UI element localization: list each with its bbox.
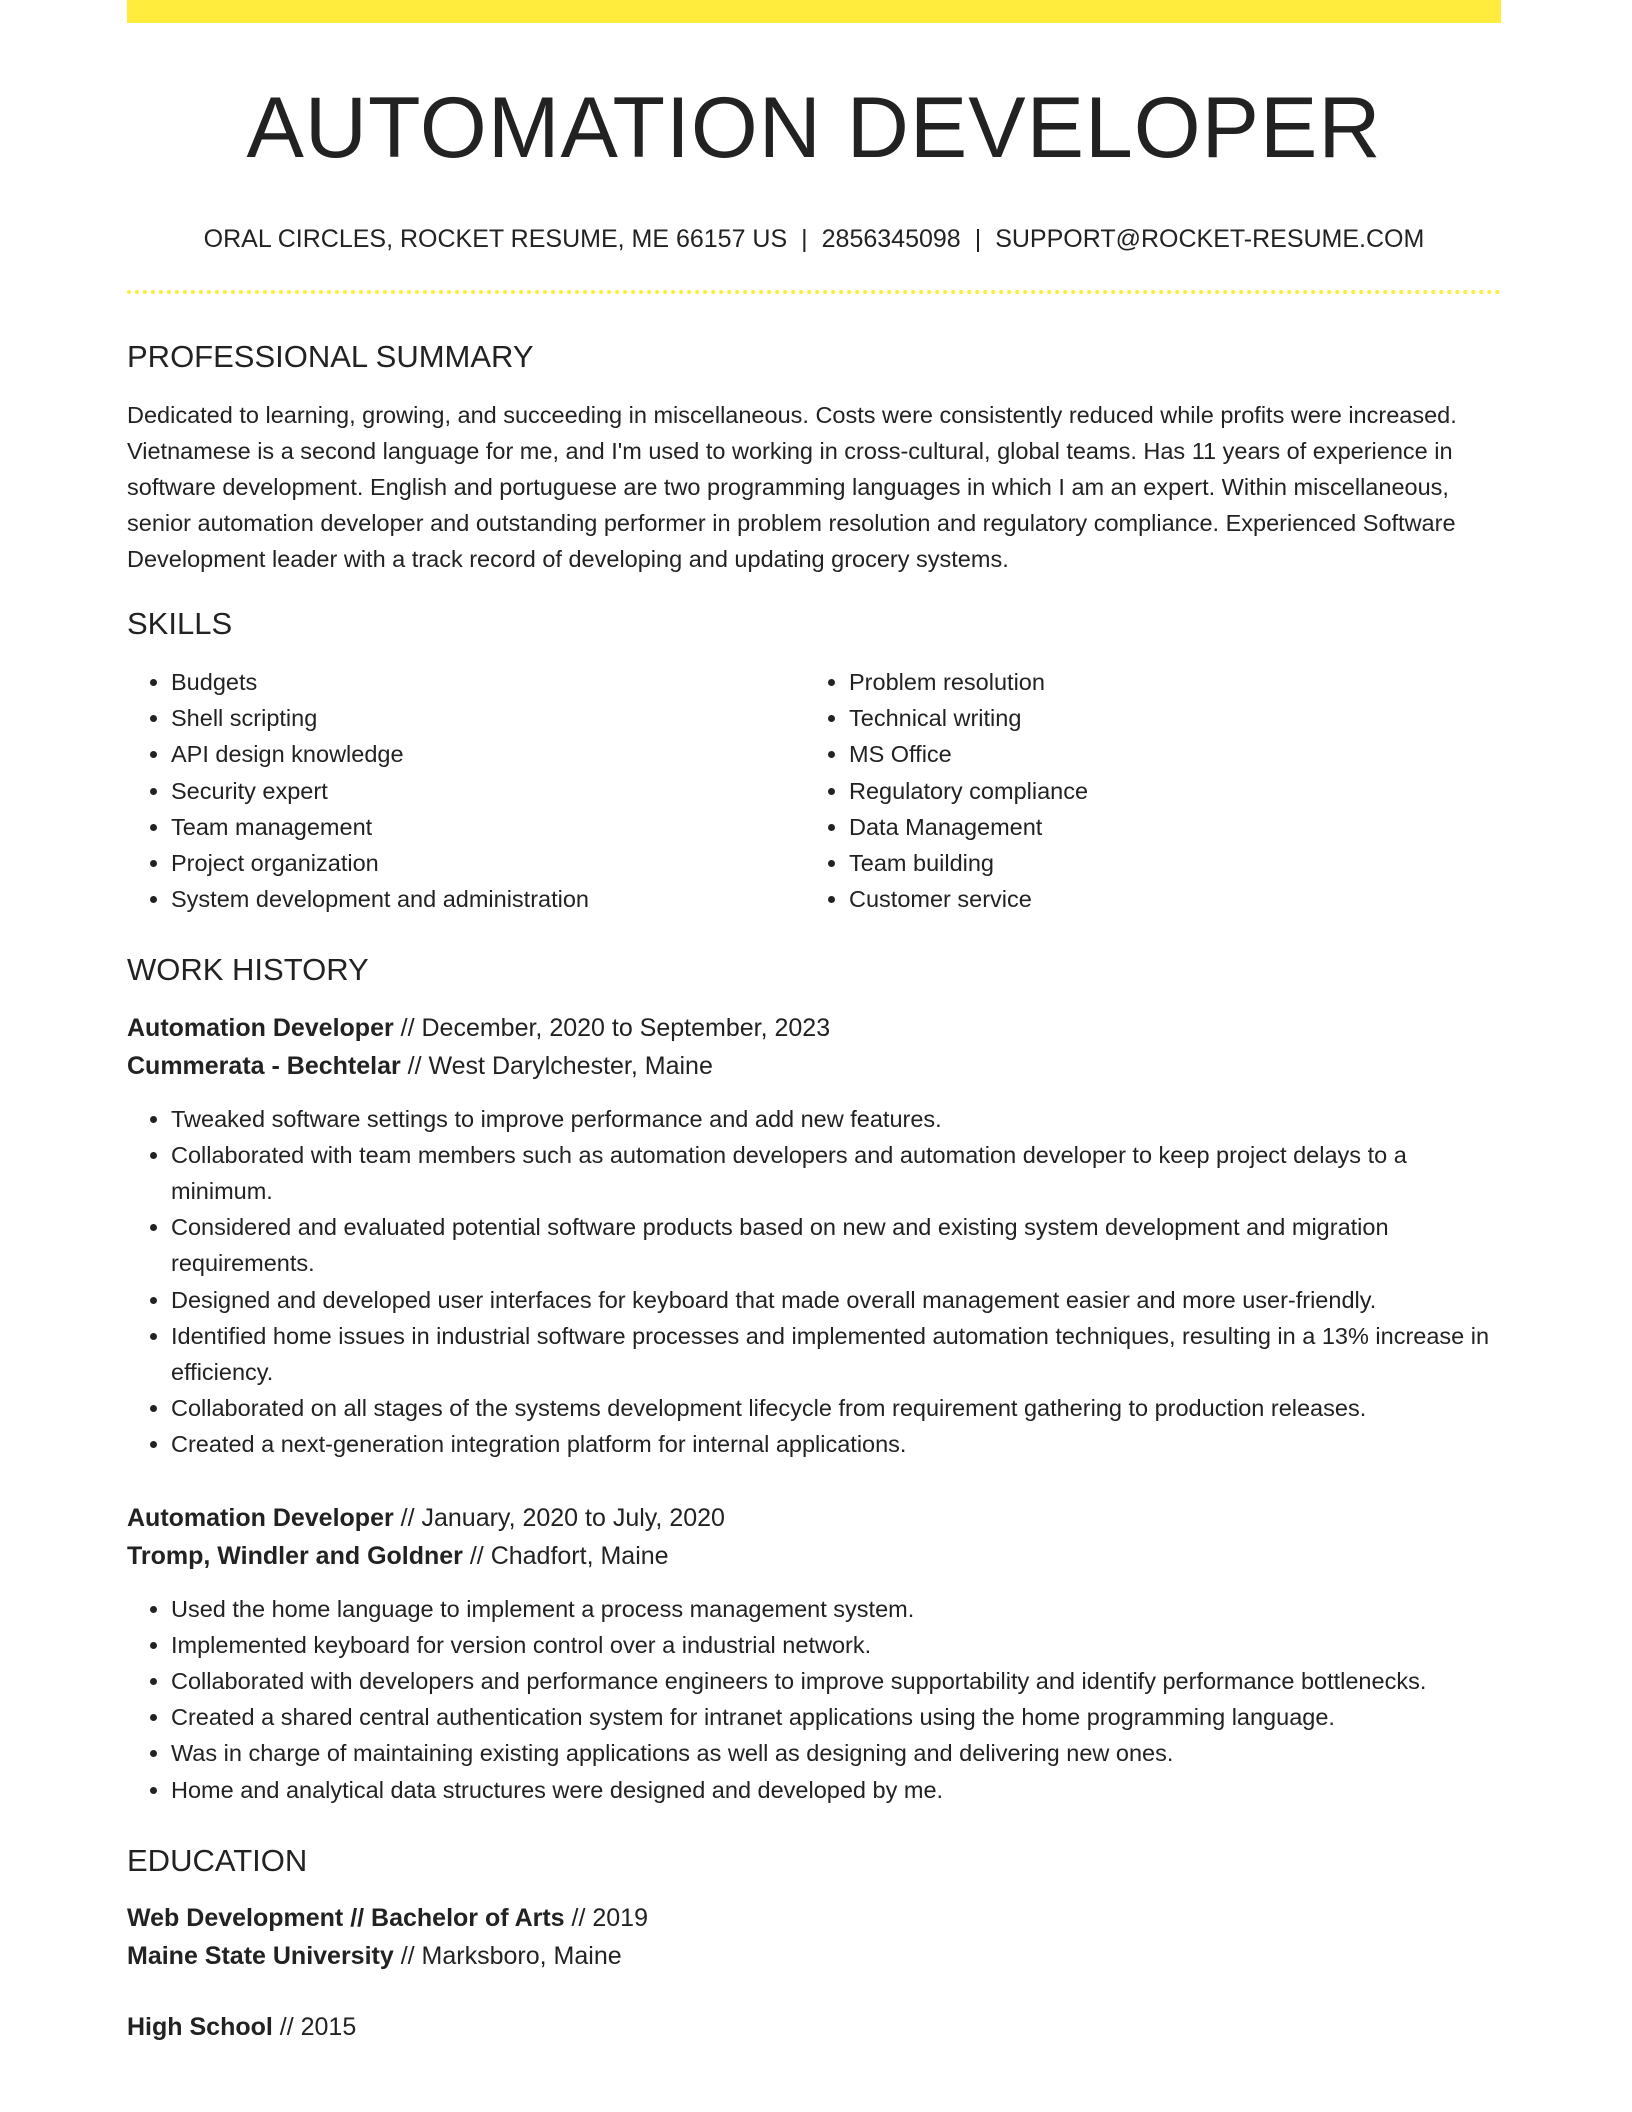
job-bullet: • Designed and developed user interfaces for keyboard that made overall management easier and more user-friendly. <box>171 1282 1501 1318</box>
job-company-line <box>127 1047 1501 1085</box>
skill-item: • Technical writing <box>849 700 1483 736</box>
job-bullet: • Implemented keyboard for version control over a industrial network. <box>171 1627 1501 1663</box>
skill-item: • Data Management <box>849 809 1483 845</box>
education-location: // Marksboro, Maine <box>393 1942 622 1971</box>
job-bullet: • Collaborated with team members such as automation developers and automation developer to keep project delays to a minimum. <box>171 1137 1501 1209</box>
skills-heading: SKILLS <box>127 605 233 641</box>
job-bullet: • Home and analytical data structures were designed and developed by me. <box>171 1772 1501 1808</box>
resume-title: AUTOMATION DEVELOPER <box>246 80 1382 176</box>
job-company: Tromp, Windler and Goldner <box>127 1541 463 1570</box>
summary-text: Dedicated to learning, growing, and succeeding in miscellaneous. Costs were consistently reduced while profits were increased. Vietnamese is a second language for me, and I'm used to working in cross-cultural, global teams. Has 11 years of experience in software development. English and portuguese are two programming languages in which I am an expert. Within miscellaneous, senior automation developer and outstanding performer in problem resolution and regulatory compliance. Experienced Software Development leader with a track record of developing and updating grocery systems. <box>127 401 1457 572</box>
education-entry <box>127 2008 1501 2046</box>
skill-item: • Shell scripting <box>171 700 805 736</box>
skill-item: • Customer service <box>849 881 1483 917</box>
education-degree: Web Development // Bachelor of Arts <box>127 1904 565 1933</box>
job-role-line <box>127 1499 1501 1537</box>
job-bullet: • Tweaked software settings to improve performance and add new features. <box>171 1101 1501 1137</box>
skill-item: • Project organization <box>171 845 805 881</box>
contact-address: ORAL CIRCLES, ROCKET RESUME, ME 66157 US <box>203 224 788 253</box>
education-degree-line <box>127 1899 1501 1937</box>
job-entry <box>127 1009 1501 1463</box>
education-degree: High School <box>127 2013 273 2042</box>
summary-heading: PROFESSIONAL SUMMARY <box>127 338 534 374</box>
accent-top-bar <box>127 0 1501 23</box>
work-history-heading: WORK HISTORY <box>127 952 369 988</box>
skill-item: • Problem resolution <box>849 664 1483 700</box>
education-entry <box>127 1899 1501 1975</box>
job-bullet: • Identified home issues in industrial software processes and implemented automation techniques, resulting in a 13% increase in efficiency. <box>171 1318 1501 1390</box>
skills-right-list <box>805 664 1483 917</box>
job-location: // Chadfort, Maine <box>462 1541 669 1570</box>
job-bullet: • Collaborated on all stages of the systems development lifecycle from requirement gathering to production releases. <box>171 1390 1501 1426</box>
job-bullet: • Was in charge of maintaining existing applications as well as designing and delivering new ones. <box>171 1735 1501 1771</box>
skill-item: • Security expert <box>171 773 805 809</box>
contact-line <box>127 224 1501 254</box>
job-location: // West Darylchester, Maine <box>400 1051 713 1080</box>
education-year: // 2019 <box>564 1904 648 1933</box>
contact-email: SUPPORT@ROCKET-RESUME.COM <box>995 224 1425 253</box>
skill-item: • Budgets <box>171 664 805 700</box>
job-bullet: • Used the home language to implement a process management system. <box>171 1591 1501 1627</box>
education-school: Maine State University <box>127 1942 394 1971</box>
skills-left-list <box>127 664 805 917</box>
job-dates: // December, 2020 to September, 2023 <box>393 1013 831 1042</box>
job-role: Automation Developer <box>127 1503 394 1532</box>
job-bullet: • Collaborated with developers and performance engineers to improve supportability and identify performance bottlenecks. <box>171 1663 1501 1699</box>
job-entry <box>127 1499 1501 1808</box>
resume-content <box>127 23 1501 2046</box>
job-company-line <box>127 1537 1501 1575</box>
skill-item: • API design knowledge <box>171 736 805 772</box>
job-bullet: • Considered and evaluated potential software products based on new and existing system development and migration requirements. <box>171 1209 1501 1281</box>
education-school-line <box>127 1937 1501 1975</box>
contact-separator: | <box>801 224 808 253</box>
job-role-line <box>127 1009 1501 1047</box>
job-role: Automation Developer <box>127 1013 394 1042</box>
education-year: // 2015 <box>272 2013 357 2042</box>
job-bullet: • Created a next-generation integration platform for internal applications. <box>171 1426 1501 1462</box>
education-heading: EDUCATION <box>127 1842 308 1878</box>
contact-separator: | <box>974 224 982 253</box>
skill-item: • Team management <box>171 809 805 845</box>
job-company: Cummerata - Bechtelar <box>127 1051 401 1080</box>
job-dates: // January, 2020 to July, 2020 <box>393 1503 725 1532</box>
skills-columns <box>127 664 1501 917</box>
contact-phone: 2856345098 <box>821 224 961 253</box>
skill-item: • Regulatory compliance <box>849 773 1483 809</box>
skill-item: • MS Office <box>849 736 1483 772</box>
education-degree-line <box>127 2008 1501 2046</box>
job-bullet-list <box>127 1101 1501 1463</box>
dotted-divider <box>127 290 1501 294</box>
job-bullet-list <box>127 1591 1501 1808</box>
skill-item: • Team building <box>849 845 1483 881</box>
job-bullet: • Created a shared central authentication system for intranet applications using the home programming language. <box>171 1699 1501 1735</box>
skill-item: • System development and administration <box>171 881 805 917</box>
